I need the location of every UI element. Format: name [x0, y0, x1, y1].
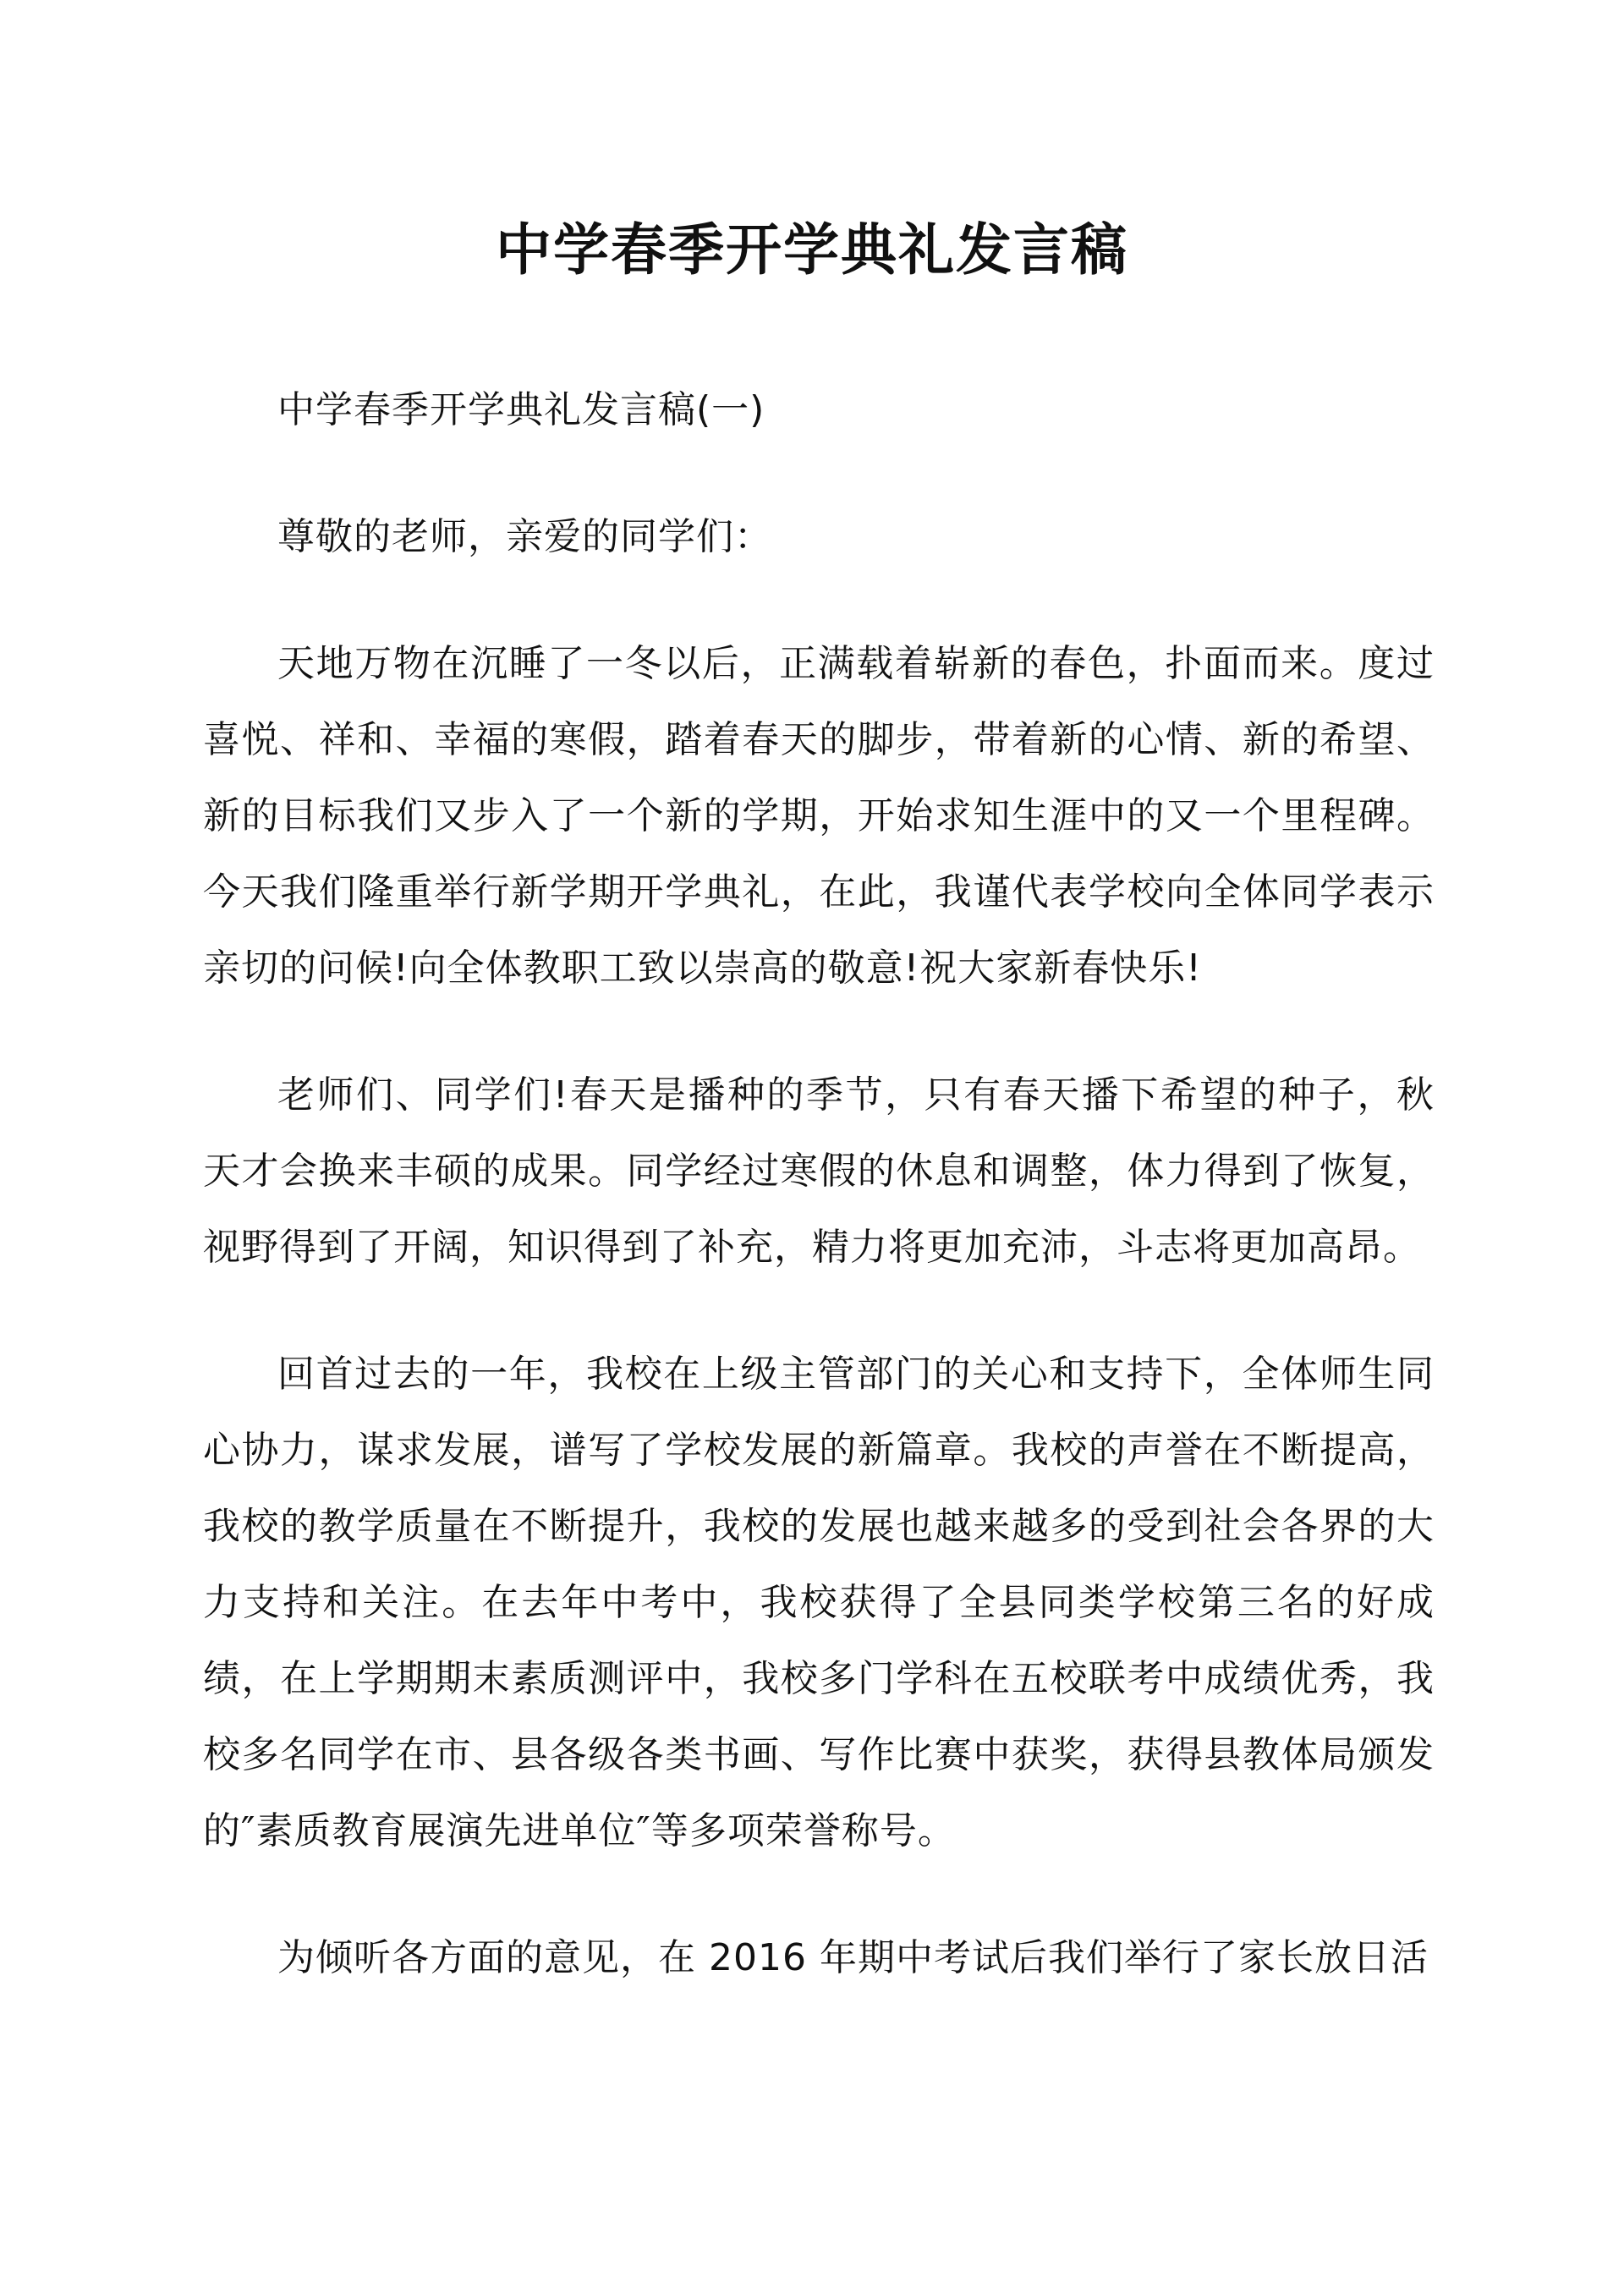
paragraph: 天地万物在沉睡了一冬以后，正满载着崭新的春色，扑面而来。度过喜悦、祥和、幸福的寒假，踏着春天的脚步，带着新的心情、新的希望、新的目标我们又步入了一个新的学期，开始求知生涯中的又一个里程碑。今天我们隆重举行新学期开学典礼，在此，我谨代表学校向全体同学表示亲切的问候!向全体教职工致以崇高的敬意!祝大家新春快乐! [203, 642, 1435, 990]
document-title: 中学春季开学典礼发言稿 [496, 217, 1128, 283]
paragraph: 回首过去的一年，我校在上级主管部门的关心和支持下，全体师生同心协力，谋求发展，谱写了学校发展的新篇章。我校的声誉在不断提高，我校的教学质量在不断提升，我校的发展也越来越多的受到社会各界的大力支持和关注。在去年中考中，我校获得了全县同类学校第三名的好成绩，在上学期期末素质测评中，我校多门学科在五校联考中成绩优秀，我校多名同学在市、县各级各类书画、写作比赛中获奖，获得县教体局颁发的″素质教育展演先进单位″等多项荣誉称号。 [203, 1353, 1435, 1852]
paragraph: 为倾听各方面的意见，在 2016 年期中考试后我们举行了家长放日活 [277, 1936, 1429, 1979]
document-body [203, 372, 1435, 1996]
salutation: 尊敬的老师，亲爱的同学们： [277, 515, 772, 558]
paragraph: 老师们、同学们!春天是播种的季节，只有春天播下希望的种子，秋天才会换来丰硕的成果。同学经过寒假的休息和调整，体力得到了恢复，视野得到了开阔，知识得到了补充，精力将更加充沛，斗志将更加高昂。 [203, 1073, 1435, 1269]
section-heading: 中学春季开学典礼发言稿(一) [277, 388, 765, 431]
